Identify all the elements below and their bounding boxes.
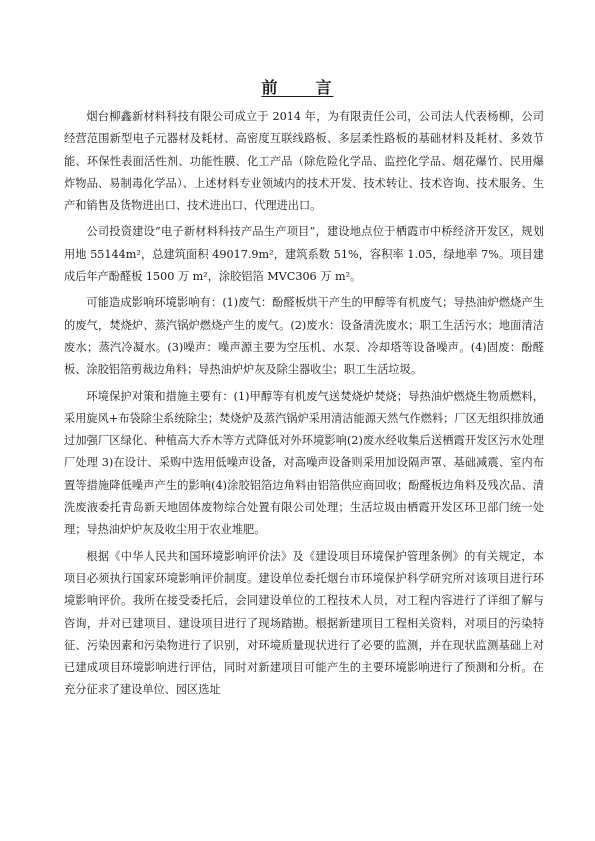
paragraph-environmental-impacts: 可能造成影响环境影响有：(1)废气：酚醛板烘干产生的甲醇等有机废气；导热油炉燃烧产生的废气，焚烧炉、蒸汽锅炉燃烧产生的废气。(2)废水：设备清洗废水；职工生活污水；地面清洁废水；蒸汽冷凝水。(3)噪声：噪声源主要为空压机、水泵、冷却塔等设备噪声。(4)固废：酚醛板、涂胶铝箔剪裁边角料；导热油炉炉灰及除尘器收尘；职工生活垃圾。: [64, 296, 544, 377]
document-body: [64, 106, 544, 702]
paragraph-assessment-basis: 根据《中华人民共和国环境影响评价法》及《建设项目环境保护管理条例》的有关规定，本项目必须执行国家环境影响评价制度。建设单位委托烟台市环境保护科学研究所对该项目进行环境影响评价。我所在接受委托后，会同建设单位的工程技术人员，对工程内容进行了详细了解与咨询，并对已建项目、建设项目进行了现场踏勘。根据新建项目工程相关资料，对项目的污染特征、污染因素和污染物进行了识别，对环境质量现状进行了必要的监测，并在现状监测基础上对已建成项目环境影响进行评估，同时对新建项目可能产生的主要环境影响进行了预测和分析。在充分征求了建设单位、园区选址: [64, 549, 544, 697]
paragraph-company-intro: 烟台柳鑫新材料科技有限公司成立于 2014 年，为有限责任公司，公司法人代表杨柳，公司经营范围新型电子元器材及耗材、高密度互联线路板、多层柔性路板的基础材料及耗材、多效节能、环保性表面活性剂、功能性膜、化工产品（除危险化学品、监控化学品、烟花爆竹、民用爆炸物品、易制毒化学品）、上述材料专业领域内的技术开发、技术转让、技术咨询、技术服务、生产和销售及货物进出口、技术进出口、代理进出口。: [64, 110, 544, 213]
paragraph-protection-measures: 环境保护对策和措施主要有：(1)甲醇等有机废气送焚烧炉焚烧；导热油炉燃烧生物质燃料，采用旋风+布袋除尘系统除尘；焚烧炉及蒸汽锅炉采用清洁能源天然气作燃料；厂区无组织排放通过加强厂区绿化、种植高大乔木等方式降低对外环境影响(2)废水经收集后送栖霞开发区污水处理厂处理 3)在设计、采购中选用低噪声设备，对高噪声设备则采用加设隔声罩、基础减震、室内布置等措施降低噪声产生的影响(4)涂胶铝箔边角料由铝箔供应商回收；酚醛板边角料及残次品、清洗废液委托青岛新天地固体废物综合处置有限公司处理；生活垃圾由栖霞开发区环卫部门统一处理；导热油炉炉灰及收尘用于农业堆肥。: [64, 389, 544, 537]
document-title: [0, 78, 595, 98]
title-text: 前 言: [261, 78, 334, 97]
paragraph-project-overview: 公司投资建设“电子新材料科技产品生产项目”，建设地点位于栖霞市中桥经济开发区，规划用地 55144m²，总建筑面积 49017.9m²，建筑系数 51%，容积率 1.05，绿地率 7%。项目建成后年产酚醛板 1500 万 m²，涂胶铝箔 MVC306 万 m²。: [64, 225, 544, 284]
